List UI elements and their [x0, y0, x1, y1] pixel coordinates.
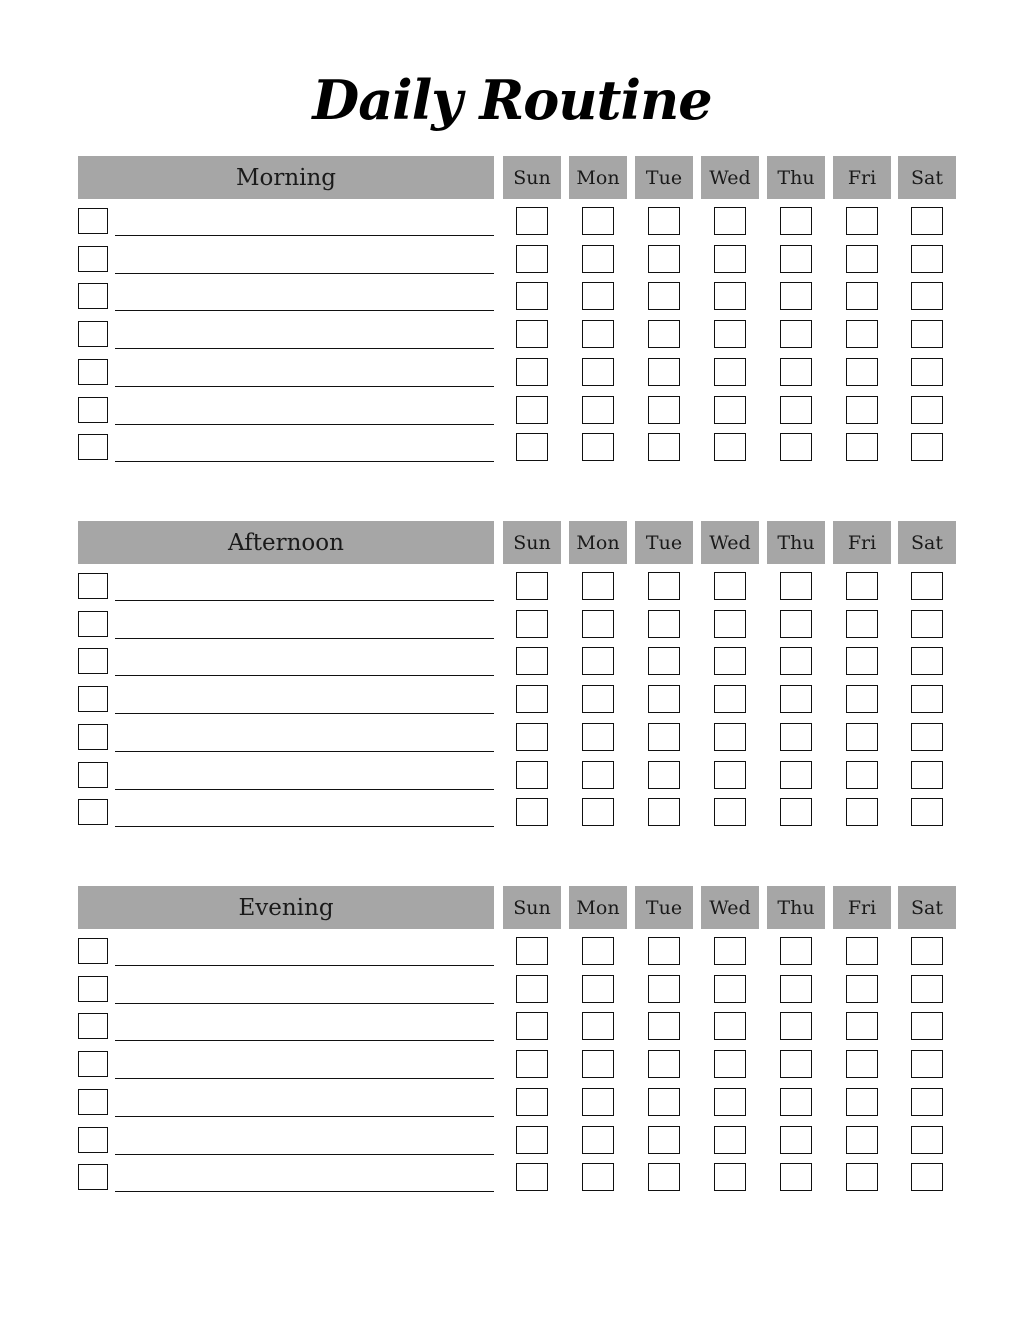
afternoon-wed-checkbox[interactable] [714, 761, 746, 789]
morning-sat-checkbox[interactable] [911, 433, 943, 461]
evening-day-header-wed: Wed [701, 886, 759, 929]
afternoon-sat-checkbox[interactable] [911, 647, 943, 675]
evening-tue-checkbox[interactable] [648, 1163, 680, 1191]
morning-task-checkbox[interactable] [78, 359, 108, 385]
evening-tue-checkbox[interactable] [648, 1088, 680, 1116]
evening-tue-checkbox[interactable] [648, 1012, 680, 1040]
afternoon-task-checkbox[interactable] [78, 686, 108, 712]
evening-sat-checkbox[interactable] [911, 1088, 943, 1116]
afternoon-wed-checkbox[interactable] [714, 610, 746, 638]
morning-mon-checkbox[interactable] [582, 396, 614, 424]
morning-task-line[interactable] [115, 310, 494, 311]
afternoon-wed-checkbox[interactable] [714, 723, 746, 751]
evening-sat-checkbox[interactable] [911, 1012, 943, 1040]
morning-task-line[interactable] [115, 348, 494, 349]
afternoon-tue-checkbox[interactable] [648, 798, 680, 826]
afternoon-thu-checkbox[interactable] [780, 647, 812, 675]
evening-sun-checkbox[interactable] [516, 1126, 548, 1154]
afternoon-task-line[interactable] [115, 789, 494, 790]
afternoon-task-line[interactable] [115, 751, 494, 752]
evening-day-header-sat: Sat [898, 886, 956, 929]
afternoon-task-checkbox[interactable] [78, 611, 108, 637]
evening-sat-checkbox[interactable] [911, 1126, 943, 1154]
evening-task-line[interactable] [115, 1154, 494, 1155]
afternoon-day-header-tue: Tue [635, 521, 693, 564]
evening-task-line[interactable] [115, 1116, 494, 1117]
morning-thu-checkbox[interactable] [780, 282, 812, 310]
morning-task-checkbox[interactable] [78, 283, 108, 309]
afternoon-mon-checkbox[interactable] [582, 610, 614, 638]
afternoon-thu-checkbox[interactable] [780, 761, 812, 789]
afternoon-fri-checkbox[interactable] [846, 798, 878, 826]
evening-fri-checkbox[interactable] [846, 1050, 878, 1078]
morning-thu-checkbox[interactable] [780, 433, 812, 461]
afternoon-sun-checkbox[interactable] [516, 798, 548, 826]
morning-tue-checkbox[interactable] [648, 358, 680, 386]
morning-task-checkbox[interactable] [78, 321, 108, 347]
morning-task-line[interactable] [115, 461, 494, 462]
morning-fri-checkbox[interactable] [846, 433, 878, 461]
morning-sun-checkbox[interactable] [516, 320, 548, 348]
evening-mon-checkbox[interactable] [582, 1126, 614, 1154]
evening-fri-checkbox[interactable] [846, 1088, 878, 1116]
morning-thu-checkbox[interactable] [780, 245, 812, 273]
afternoon-task-checkbox[interactable] [78, 648, 108, 674]
evening-day-header-fri: Fri [833, 886, 891, 929]
afternoon-task-line[interactable] [115, 638, 494, 639]
evening-wed-checkbox[interactable] [714, 975, 746, 1003]
evening-fri-checkbox[interactable] [846, 937, 878, 965]
afternoon-task-checkbox[interactable] [78, 762, 108, 788]
evening-task-checkbox[interactable] [78, 938, 108, 964]
afternoon-tue-checkbox[interactable] [648, 610, 680, 638]
morning-tue-checkbox[interactable] [648, 320, 680, 348]
evening-task-line[interactable] [115, 1191, 494, 1192]
morning-mon-checkbox[interactable] [582, 207, 614, 235]
afternoon-mon-checkbox[interactable] [582, 723, 614, 751]
evening-sun-checkbox[interactable] [516, 937, 548, 965]
evening-mon-checkbox[interactable] [582, 975, 614, 1003]
evening-sun-checkbox[interactable] [516, 975, 548, 1003]
evening-thu-checkbox[interactable] [780, 1050, 812, 1078]
morning-fri-checkbox[interactable] [846, 396, 878, 424]
evening-thu-checkbox[interactable] [780, 937, 812, 965]
evening-header: Evening [78, 886, 494, 929]
afternoon-thu-checkbox[interactable] [780, 685, 812, 713]
afternoon-task-checkbox[interactable] [78, 573, 108, 599]
evening-mon-checkbox[interactable] [582, 1050, 614, 1078]
morning-sun-checkbox[interactable] [516, 245, 548, 273]
evening-fri-checkbox[interactable] [846, 1163, 878, 1191]
evening-wed-checkbox[interactable] [714, 1050, 746, 1078]
morning-sat-checkbox[interactable] [911, 396, 943, 424]
morning-day-header-sat: Sat [898, 156, 956, 199]
evening-wed-checkbox[interactable] [714, 1163, 746, 1191]
afternoon-header: Afternoon [78, 521, 494, 564]
evening-task-checkbox[interactable] [78, 976, 108, 1002]
afternoon-wed-checkbox[interactable] [714, 685, 746, 713]
afternoon-tue-checkbox[interactable] [648, 572, 680, 600]
morning-sun-checkbox[interactable] [516, 358, 548, 386]
evening-sun-checkbox[interactable] [516, 1050, 548, 1078]
afternoon-sun-checkbox[interactable] [516, 685, 548, 713]
morning-wed-checkbox[interactable] [714, 207, 746, 235]
morning-task-checkbox[interactable] [78, 397, 108, 423]
morning-thu-checkbox[interactable] [780, 320, 812, 348]
evening-task-checkbox[interactable] [78, 1013, 108, 1039]
morning-fri-checkbox[interactable] [846, 207, 878, 235]
morning-tue-checkbox[interactable] [648, 245, 680, 273]
afternoon-sun-checkbox[interactable] [516, 723, 548, 751]
morning-fri-checkbox[interactable] [846, 358, 878, 386]
morning-day-header-tue: Tue [635, 156, 693, 199]
morning-task-checkbox[interactable] [78, 434, 108, 460]
morning-sun-checkbox[interactable] [516, 396, 548, 424]
evening-task-line[interactable] [115, 1003, 494, 1004]
morning-sat-checkbox[interactable] [911, 245, 943, 273]
evening-sun-checkbox[interactable] [516, 1088, 548, 1116]
morning-wed-checkbox[interactable] [714, 320, 746, 348]
morning-fri-checkbox[interactable] [846, 245, 878, 273]
afternoon-sun-checkbox[interactable] [516, 647, 548, 675]
afternoon-thu-checkbox[interactable] [780, 798, 812, 826]
morning-fri-checkbox[interactable] [846, 282, 878, 310]
afternoon-thu-checkbox[interactable] [780, 610, 812, 638]
evening-sat-checkbox[interactable] [911, 937, 943, 965]
morning-day-header-mon: Mon [569, 156, 627, 199]
afternoon-thu-checkbox[interactable] [780, 723, 812, 751]
morning-wed-checkbox[interactable] [714, 396, 746, 424]
evening-wed-checkbox[interactable] [714, 1088, 746, 1116]
evening-task-line[interactable] [115, 1040, 494, 1041]
evening-tue-checkbox[interactable] [648, 1126, 680, 1154]
page-title: Daily Routine [312, 68, 712, 132]
afternoon-sun-checkbox[interactable] [516, 572, 548, 600]
evening-thu-checkbox[interactable] [780, 975, 812, 1003]
evening-mon-checkbox[interactable] [582, 1088, 614, 1116]
evening-mon-checkbox[interactable] [582, 1012, 614, 1040]
morning-task-line[interactable] [115, 424, 494, 425]
morning-wed-checkbox[interactable] [714, 358, 746, 386]
afternoon-fri-checkbox[interactable] [846, 572, 878, 600]
morning-day-header-wed: Wed [701, 156, 759, 199]
morning-wed-checkbox[interactable] [714, 433, 746, 461]
evening-day-header-mon: Mon [569, 886, 627, 929]
morning-fri-checkbox[interactable] [846, 320, 878, 348]
afternoon-fri-checkbox[interactable] [846, 610, 878, 638]
afternoon-tue-checkbox[interactable] [648, 761, 680, 789]
morning-task-line[interactable] [115, 273, 494, 274]
afternoon-day-header-wed: Wed [701, 521, 759, 564]
evening-task-checkbox[interactable] [78, 1164, 108, 1190]
afternoon-task-line[interactable] [115, 826, 494, 827]
morning-sat-checkbox[interactable] [911, 320, 943, 348]
morning-tue-checkbox[interactable] [648, 207, 680, 235]
afternoon-sat-checkbox[interactable] [911, 761, 943, 789]
evening-fri-checkbox[interactable] [846, 1126, 878, 1154]
evening-tue-checkbox[interactable] [648, 1050, 680, 1078]
evening-tue-checkbox[interactable] [648, 975, 680, 1003]
evening-thu-checkbox[interactable] [780, 1163, 812, 1191]
evening-wed-checkbox[interactable] [714, 1012, 746, 1040]
evening-wed-checkbox[interactable] [714, 937, 746, 965]
afternoon-day-header-sat: Sat [898, 521, 956, 564]
afternoon-sat-checkbox[interactable] [911, 572, 943, 600]
morning-day-header-sun: Sun [503, 156, 561, 199]
morning-task-checkbox[interactable] [78, 246, 108, 272]
afternoon-task-line[interactable] [115, 600, 494, 601]
afternoon-fri-checkbox[interactable] [846, 647, 878, 675]
morning-task-line[interactable] [115, 235, 494, 236]
morning-mon-checkbox[interactable] [582, 320, 614, 348]
morning-mon-checkbox[interactable] [582, 433, 614, 461]
morning-day-header-fri: Fri [833, 156, 891, 199]
morning-mon-checkbox[interactable] [582, 358, 614, 386]
afternoon-sun-checkbox[interactable] [516, 610, 548, 638]
afternoon-wed-checkbox[interactable] [714, 572, 746, 600]
evening-task-line[interactable] [115, 1078, 494, 1079]
afternoon-mon-checkbox[interactable] [582, 572, 614, 600]
afternoon-wed-checkbox[interactable] [714, 647, 746, 675]
evening-sun-checkbox[interactable] [516, 1163, 548, 1191]
afternoon-sat-checkbox[interactable] [911, 798, 943, 826]
evening-fri-checkbox[interactable] [846, 1012, 878, 1040]
evening-day-header-thu: Thu [767, 886, 825, 929]
morning-header: Morning [78, 156, 494, 199]
evening-thu-checkbox[interactable] [780, 1012, 812, 1040]
morning-sat-checkbox[interactable] [911, 207, 943, 235]
afternoon-tue-checkbox[interactable] [648, 685, 680, 713]
afternoon-mon-checkbox[interactable] [582, 685, 614, 713]
afternoon-day-header-sun: Sun [503, 521, 561, 564]
afternoon-sat-checkbox[interactable] [911, 723, 943, 751]
afternoon-fri-checkbox[interactable] [846, 685, 878, 713]
evening-wed-checkbox[interactable] [714, 1126, 746, 1154]
morning-sat-checkbox[interactable] [911, 358, 943, 386]
afternoon-thu-checkbox[interactable] [780, 572, 812, 600]
afternoon-tue-checkbox[interactable] [648, 647, 680, 675]
evening-day-header-sun: Sun [503, 886, 561, 929]
morning-section [0, 156, 1024, 466]
evening-task-checkbox[interactable] [78, 1051, 108, 1077]
morning-task-line[interactable] [115, 386, 494, 387]
morning-task-checkbox[interactable] [78, 208, 108, 234]
morning-day-header-thu: Thu [767, 156, 825, 199]
evening-mon-checkbox[interactable] [582, 1163, 614, 1191]
evening-task-checkbox[interactable] [78, 1089, 108, 1115]
morning-sun-checkbox[interactable] [516, 282, 548, 310]
morning-sat-checkbox[interactable] [911, 282, 943, 310]
evening-fri-checkbox[interactable] [846, 975, 878, 1003]
afternoon-sun-checkbox[interactable] [516, 761, 548, 789]
afternoon-task-checkbox[interactable] [78, 724, 108, 750]
afternoon-wed-checkbox[interactable] [714, 798, 746, 826]
morning-tue-checkbox[interactable] [648, 282, 680, 310]
evening-task-line[interactable] [115, 965, 494, 966]
morning-sun-checkbox[interactable] [516, 433, 548, 461]
morning-wed-checkbox[interactable] [714, 282, 746, 310]
evening-sat-checkbox[interactable] [911, 1163, 943, 1191]
afternoon-day-header-fri: Fri [833, 521, 891, 564]
evening-day-header-tue: Tue [635, 886, 693, 929]
afternoon-fri-checkbox[interactable] [846, 761, 878, 789]
morning-sun-checkbox[interactable] [516, 207, 548, 235]
morning-tue-checkbox[interactable] [648, 396, 680, 424]
morning-mon-checkbox[interactable] [582, 245, 614, 273]
evening-thu-checkbox[interactable] [780, 1126, 812, 1154]
afternoon-day-header-thu: Thu [767, 521, 825, 564]
afternoon-fri-checkbox[interactable] [846, 723, 878, 751]
afternoon-task-line[interactable] [115, 713, 494, 714]
evening-task-checkbox[interactable] [78, 1127, 108, 1153]
evening-sat-checkbox[interactable] [911, 975, 943, 1003]
afternoon-mon-checkbox[interactable] [582, 647, 614, 675]
afternoon-task-line[interactable] [115, 675, 494, 676]
afternoon-section [0, 521, 1024, 831]
afternoon-sat-checkbox[interactable] [911, 685, 943, 713]
evening-tue-checkbox[interactable] [648, 937, 680, 965]
morning-thu-checkbox[interactable] [780, 207, 812, 235]
morning-thu-checkbox[interactable] [780, 396, 812, 424]
afternoon-tue-checkbox[interactable] [648, 723, 680, 751]
evening-thu-checkbox[interactable] [780, 1088, 812, 1116]
morning-tue-checkbox[interactable] [648, 433, 680, 461]
evening-mon-checkbox[interactable] [582, 937, 614, 965]
afternoon-mon-checkbox[interactable] [582, 798, 614, 826]
morning-mon-checkbox[interactable] [582, 282, 614, 310]
morning-thu-checkbox[interactable] [780, 358, 812, 386]
afternoon-task-checkbox[interactable] [78, 799, 108, 825]
afternoon-sat-checkbox[interactable] [911, 610, 943, 638]
evening-section [0, 886, 1024, 1196]
afternoon-mon-checkbox[interactable] [582, 761, 614, 789]
morning-wed-checkbox[interactable] [714, 245, 746, 273]
evening-sun-checkbox[interactable] [516, 1012, 548, 1040]
afternoon-day-header-mon: Mon [569, 521, 627, 564]
evening-sat-checkbox[interactable] [911, 1050, 943, 1078]
